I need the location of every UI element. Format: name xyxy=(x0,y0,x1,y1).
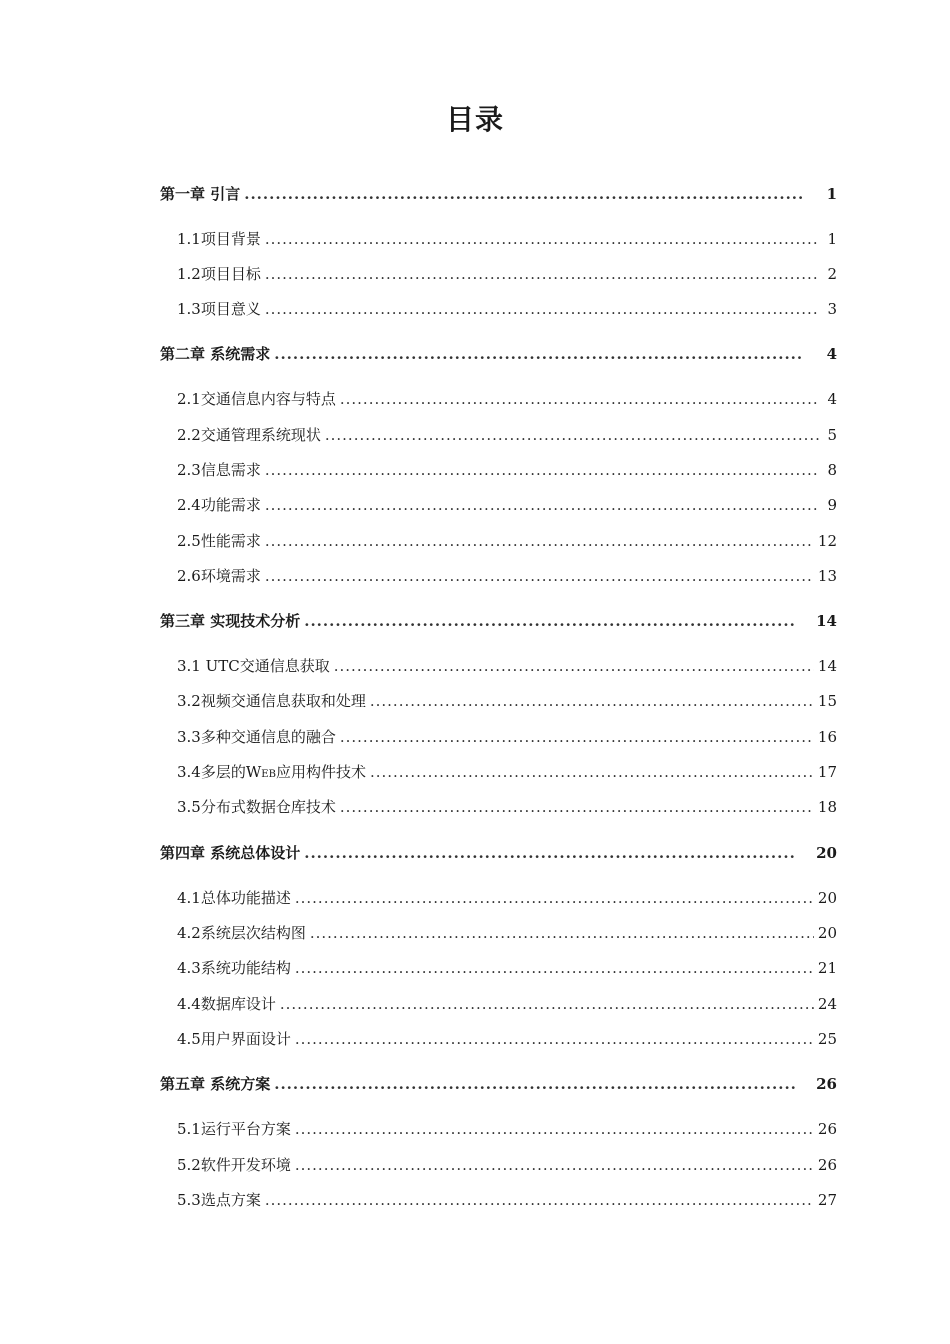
toc-entry-label: 第四章 系统总体设计 xyxy=(160,844,301,862)
toc-entry-label: 2.6环境需求 xyxy=(177,567,261,585)
toc-section-entry[interactable] xyxy=(177,761,837,783)
dot-leader xyxy=(265,263,819,285)
dot-leader xyxy=(265,565,814,587)
toc-section-entry[interactable] xyxy=(177,993,837,1015)
toc-page-number: 14 xyxy=(816,612,837,630)
toc-page-number: 1 xyxy=(826,185,837,203)
toc-entry-label: 1.1项目背景 xyxy=(177,230,261,248)
toc-entry-label: 5.2软件开发环境 xyxy=(177,1156,291,1174)
toc-section-entry[interactable] xyxy=(177,459,837,481)
toc-entry-label: 1.3项目意义 xyxy=(177,300,261,318)
dot-leader xyxy=(295,887,814,909)
toc-section-entry[interactable] xyxy=(177,565,837,587)
dot-leader xyxy=(295,1028,814,1050)
toc-chapter-entry[interactable] xyxy=(160,610,837,632)
dot-leader xyxy=(304,610,796,632)
toc-page-number: 4 xyxy=(827,390,837,408)
toc-entry-label: 2.4功能需求 xyxy=(177,496,261,514)
toc-page-number: 21 xyxy=(817,959,837,977)
toc-entry-label: 2.2交通管理系统现状 xyxy=(177,426,321,444)
toc-entry-label: 3.4多层的WEB应用构件技术 xyxy=(177,763,366,781)
toc-entry-label: 2.5性能需求 xyxy=(177,532,261,550)
toc-entry-label: 第五章 系统方案 xyxy=(160,1075,271,1093)
toc-section-entry[interactable] xyxy=(177,263,837,285)
page-title: 目录 xyxy=(445,103,504,136)
toc-section-entry[interactable] xyxy=(177,922,837,944)
toc-entry-label: 3.5分布式数据仓库技术 xyxy=(177,798,336,816)
toc-chapter-entry[interactable] xyxy=(160,1073,837,1095)
toc-section-entry[interactable] xyxy=(177,388,837,410)
dot-leader xyxy=(265,228,819,250)
toc-page-number: 25 xyxy=(817,1030,837,1048)
toc-chapter-entry[interactable] xyxy=(160,842,837,864)
toc-page-number: 26 xyxy=(816,1075,837,1093)
toc-page-number: 3 xyxy=(827,300,837,318)
toc-page-number: 4 xyxy=(826,345,837,363)
dot-leader xyxy=(295,957,814,979)
toc-page-number: 9 xyxy=(827,496,837,514)
toc-page-number: 20 xyxy=(817,924,837,942)
toc-section-entry[interactable] xyxy=(177,228,837,250)
dot-leader xyxy=(370,690,814,712)
toc-section-entry[interactable] xyxy=(177,726,837,748)
toc-entry-label: 4.1总体功能描述 xyxy=(177,889,291,907)
dot-leader xyxy=(265,1189,814,1211)
dot-leader xyxy=(265,298,819,320)
toc-section-entry[interactable] xyxy=(177,655,837,677)
toc-entry-label: 3.1 UTC交通信息获取 xyxy=(177,657,330,675)
dot-leader xyxy=(244,183,803,205)
dot-leader xyxy=(265,494,819,516)
toc-section-entry[interactable] xyxy=(177,530,837,552)
toc-section-entry[interactable] xyxy=(177,796,837,818)
dot-leader xyxy=(280,993,814,1015)
dot-leader xyxy=(370,761,814,783)
dot-leader xyxy=(325,424,819,446)
toc-page-number: 15 xyxy=(817,692,837,710)
toc-page-number: 26 xyxy=(817,1156,837,1174)
dot-leader xyxy=(295,1154,814,1176)
toc-section-entry[interactable] xyxy=(177,494,837,516)
toc-section-entry[interactable] xyxy=(177,298,837,320)
toc-page-number: 20 xyxy=(817,889,837,907)
toc-chapter-entry[interactable] xyxy=(160,183,837,205)
toc-entry-label: 3.3多种交通信息的融合 xyxy=(177,728,336,746)
toc-entry-label: 4.4数据库设计 xyxy=(177,995,276,1013)
toc-page-number: 18 xyxy=(817,798,837,816)
toc-section-entry[interactable] xyxy=(177,424,837,446)
toc-page-number: 13 xyxy=(817,567,837,585)
toc-page-number: 1 xyxy=(827,230,837,248)
toc-entry-label: 5.3选点方案 xyxy=(177,1191,261,1209)
toc-page-number: 14 xyxy=(817,657,837,675)
toc-page-number: 2 xyxy=(827,265,837,283)
toc-entry-label: 4.2系统层次结构图 xyxy=(177,924,306,942)
dot-leader xyxy=(340,388,819,410)
toc-entry-label: 3.2视频交通信息获取和处理 xyxy=(177,692,366,710)
toc-page-number: 12 xyxy=(817,532,837,550)
toc-section-entry[interactable] xyxy=(177,957,837,979)
toc-section-entry[interactable] xyxy=(177,1028,837,1050)
dot-leader xyxy=(295,1118,814,1140)
toc-section-entry[interactable] xyxy=(177,1118,837,1140)
toc-entry-label: 第二章 系统需求 xyxy=(160,345,271,363)
toc-page-number: 20 xyxy=(816,844,837,862)
toc-entry-label: 4.5用户界面设计 xyxy=(177,1030,291,1048)
toc-entry-label: 2.1交通信息内容与特点 xyxy=(177,390,336,408)
toc-section-entry[interactable] xyxy=(177,1154,837,1176)
toc-page-number: 5 xyxy=(827,426,837,444)
toc-entry-label: 2.3信息需求 xyxy=(177,461,261,479)
dot-leader xyxy=(265,530,814,552)
toc-page-number: 17 xyxy=(817,763,837,781)
toc-section-entry[interactable] xyxy=(177,887,837,909)
dot-leader xyxy=(304,842,796,864)
toc-entry-label: 5.1运行平台方案 xyxy=(177,1120,291,1138)
dot-leader xyxy=(310,922,814,944)
dot-leader xyxy=(274,1073,796,1095)
toc-page-number: 24 xyxy=(817,995,837,1013)
toc-page-number: 8 xyxy=(827,461,837,479)
dot-leader xyxy=(334,655,814,677)
toc-page-number: 27 xyxy=(817,1191,837,1209)
dot-leader xyxy=(274,343,803,365)
toc-page-number: 16 xyxy=(817,728,837,746)
toc-entry-label: 4.3系统功能结构 xyxy=(177,959,291,977)
dot-leader xyxy=(265,459,819,481)
toc-entry-label: 1.2项目目标 xyxy=(177,265,261,283)
toc-chapter-entry[interactable] xyxy=(160,343,837,365)
toc-section-entry[interactable] xyxy=(177,1189,837,1211)
toc-entry-label: 第三章 实现技术分析 xyxy=(160,612,301,630)
toc-entry-label: 第一章 引言 xyxy=(160,185,241,203)
dot-leader xyxy=(340,726,814,748)
toc-page-number: 26 xyxy=(817,1120,837,1138)
toc-section-entry[interactable] xyxy=(177,690,837,712)
dot-leader xyxy=(340,796,814,818)
